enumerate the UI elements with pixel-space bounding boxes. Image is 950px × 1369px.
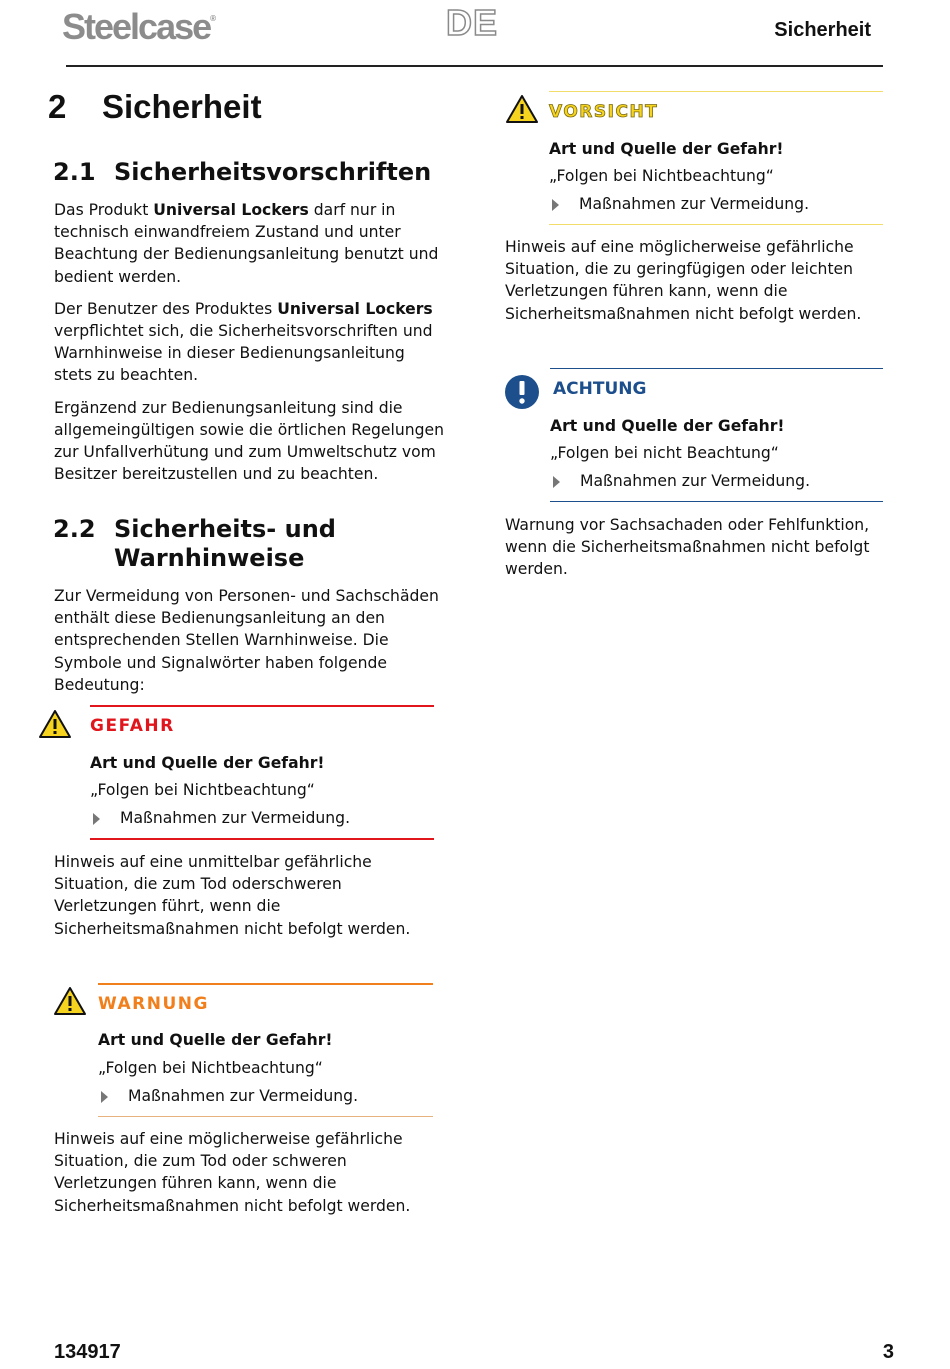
section-title-line1: Sicherheits- und xyxy=(114,515,336,543)
gefahr-consequence: „Folgen bei Nichtbeachtung“ xyxy=(90,781,315,799)
gefahr-bottom-rule xyxy=(90,838,434,840)
steelcase-logo: Steelcase® xyxy=(62,6,217,47)
paragraph: Zur Vermeidung von Personen- und Sachschäden enthält diese Bedienungsanleitung an den entsprechenden Stellen Warnhinweise. Die Symbole und Signalwörter haben folgende Bedeutung: xyxy=(54,587,439,694)
vorsicht-label: VORSICHT xyxy=(549,102,659,122)
header-divider xyxy=(66,65,883,67)
section-heading-2-2 xyxy=(53,515,433,573)
warnung-consequence: „Folgen bei Nichtbeachtung“ xyxy=(98,1059,323,1077)
paragraph: Hinweis auf eine unmittelbar gefährliche Situation, die zum Tod oderschweren Verletzungen führt, wenn die Sicherheitsmaßnahmen nicht befolgt werden. xyxy=(54,853,411,938)
warnung-top-rule xyxy=(98,983,433,985)
gefahr-hazard-title: Art und Quelle der Gefahr! xyxy=(90,754,325,772)
warnung-description xyxy=(54,1128,450,1227)
paragraph: Warnung vor Sachsachaden oder Fehlfunktion, wenn die Sicherheitsmaßnahmen nicht befolgt werden. xyxy=(505,516,870,579)
warnung-hazard-title: Art und Quelle der Gefahr! xyxy=(98,1031,333,1049)
chapter-heading xyxy=(48,88,262,126)
section-number: 2.1 xyxy=(53,158,96,186)
achtung-hazard-title: Art und Quelle der Gefahr! xyxy=(550,417,785,435)
exclamation-circle-icon xyxy=(504,374,540,410)
section-title-line2: Warnhinweise xyxy=(114,544,305,572)
achtung-description xyxy=(505,514,893,591)
warning-triangle-icon xyxy=(38,709,72,739)
section-number: 2.2 xyxy=(53,515,96,543)
vorsicht-hazard-title: Art und Quelle der Gefahr! xyxy=(549,140,784,158)
page-number: 3 xyxy=(882,1341,894,1363)
paragraph: Das Produkt Universal Lockers darf nur in technisch einwandfreiem Zustand und unter Beachtung der Bedienungsanleitung benutzt und bedient werden. xyxy=(54,201,439,286)
achtung-measure: Maßnahmen zur Vermeidung. xyxy=(580,472,811,490)
vorsicht-description xyxy=(505,236,893,335)
paragraph: Hinweis auf eine möglicherweise gefährliche Situation, die zum Tod oder schweren Verletzungen führen kann, wenn die Sicherheitsmaßnahmen nicht befolgt werden. xyxy=(54,1130,411,1215)
chapter-title: Sicherheit xyxy=(102,88,262,125)
paragraph: Ergänzend zur Bedienungsanleitung sind die allgemeingültigen sowie die örtlichen Regelungen zur Unfallverhütung und zum Umweltschutz vom Besitzer bereitzustellen und zu beachten. xyxy=(54,398,445,484)
gefahr-top-rule xyxy=(90,705,434,707)
bullet-arrow-icon xyxy=(553,476,560,488)
warning-triangle-icon xyxy=(505,94,539,124)
achtung-consequence: „Folgen bei nicht Beachtung“ xyxy=(550,444,779,462)
warning-triangle-icon xyxy=(53,986,87,1016)
warnung-bottom-rule xyxy=(98,1116,433,1117)
bullet-arrow-icon xyxy=(93,813,100,825)
paragraph: Hinweis auf eine möglicherweise gefährliche Situation, die zu geringfügigen oder leichten Verletzungen führen kann, wenn die Sicherheitsmaßnahmen nicht befolgt werden. xyxy=(505,238,862,323)
document-number: 134917 xyxy=(54,1341,121,1363)
bullet-arrow-icon xyxy=(101,1091,108,1103)
chapter-number: 2 xyxy=(48,88,67,125)
warnung-label: WARNUNG xyxy=(98,994,209,1014)
vorsicht-consequence: „Folgen bei Nichtbeachtung“ xyxy=(549,167,774,185)
warnung-measure: Maßnahmen zur Vermeidung. xyxy=(128,1087,359,1105)
achtung-label: ACHTUNG xyxy=(553,379,647,399)
header-title: Sicherheit xyxy=(774,19,871,41)
section-2-2-intro xyxy=(54,585,446,706)
gefahr-description xyxy=(54,851,446,950)
vorsicht-bottom-rule xyxy=(549,224,883,225)
section-2-1-body xyxy=(54,199,446,495)
language-code: DE xyxy=(446,2,499,43)
vorsicht-measure: Maßnahmen zur Vermeidung. xyxy=(579,195,810,213)
bullet-arrow-icon xyxy=(552,199,559,211)
gefahr-measure: Maßnahmen zur Vermeidung. xyxy=(120,809,351,827)
section-heading-2-1 xyxy=(53,158,433,187)
gefahr-label: GEFAHR xyxy=(90,716,175,736)
achtung-bottom-rule xyxy=(550,501,883,502)
vorsicht-top-rule xyxy=(549,91,883,92)
paragraph: Der Benutzer des Produktes Universal Lockers verpflichtet sich, die Sicherheitsvorschriften und Warnhinweise in dieser Bedienungsanleitung stets zu beachten. xyxy=(54,299,433,385)
achtung-top-rule xyxy=(550,368,883,369)
section-title: Sicherheitsvorschriften xyxy=(114,158,432,186)
